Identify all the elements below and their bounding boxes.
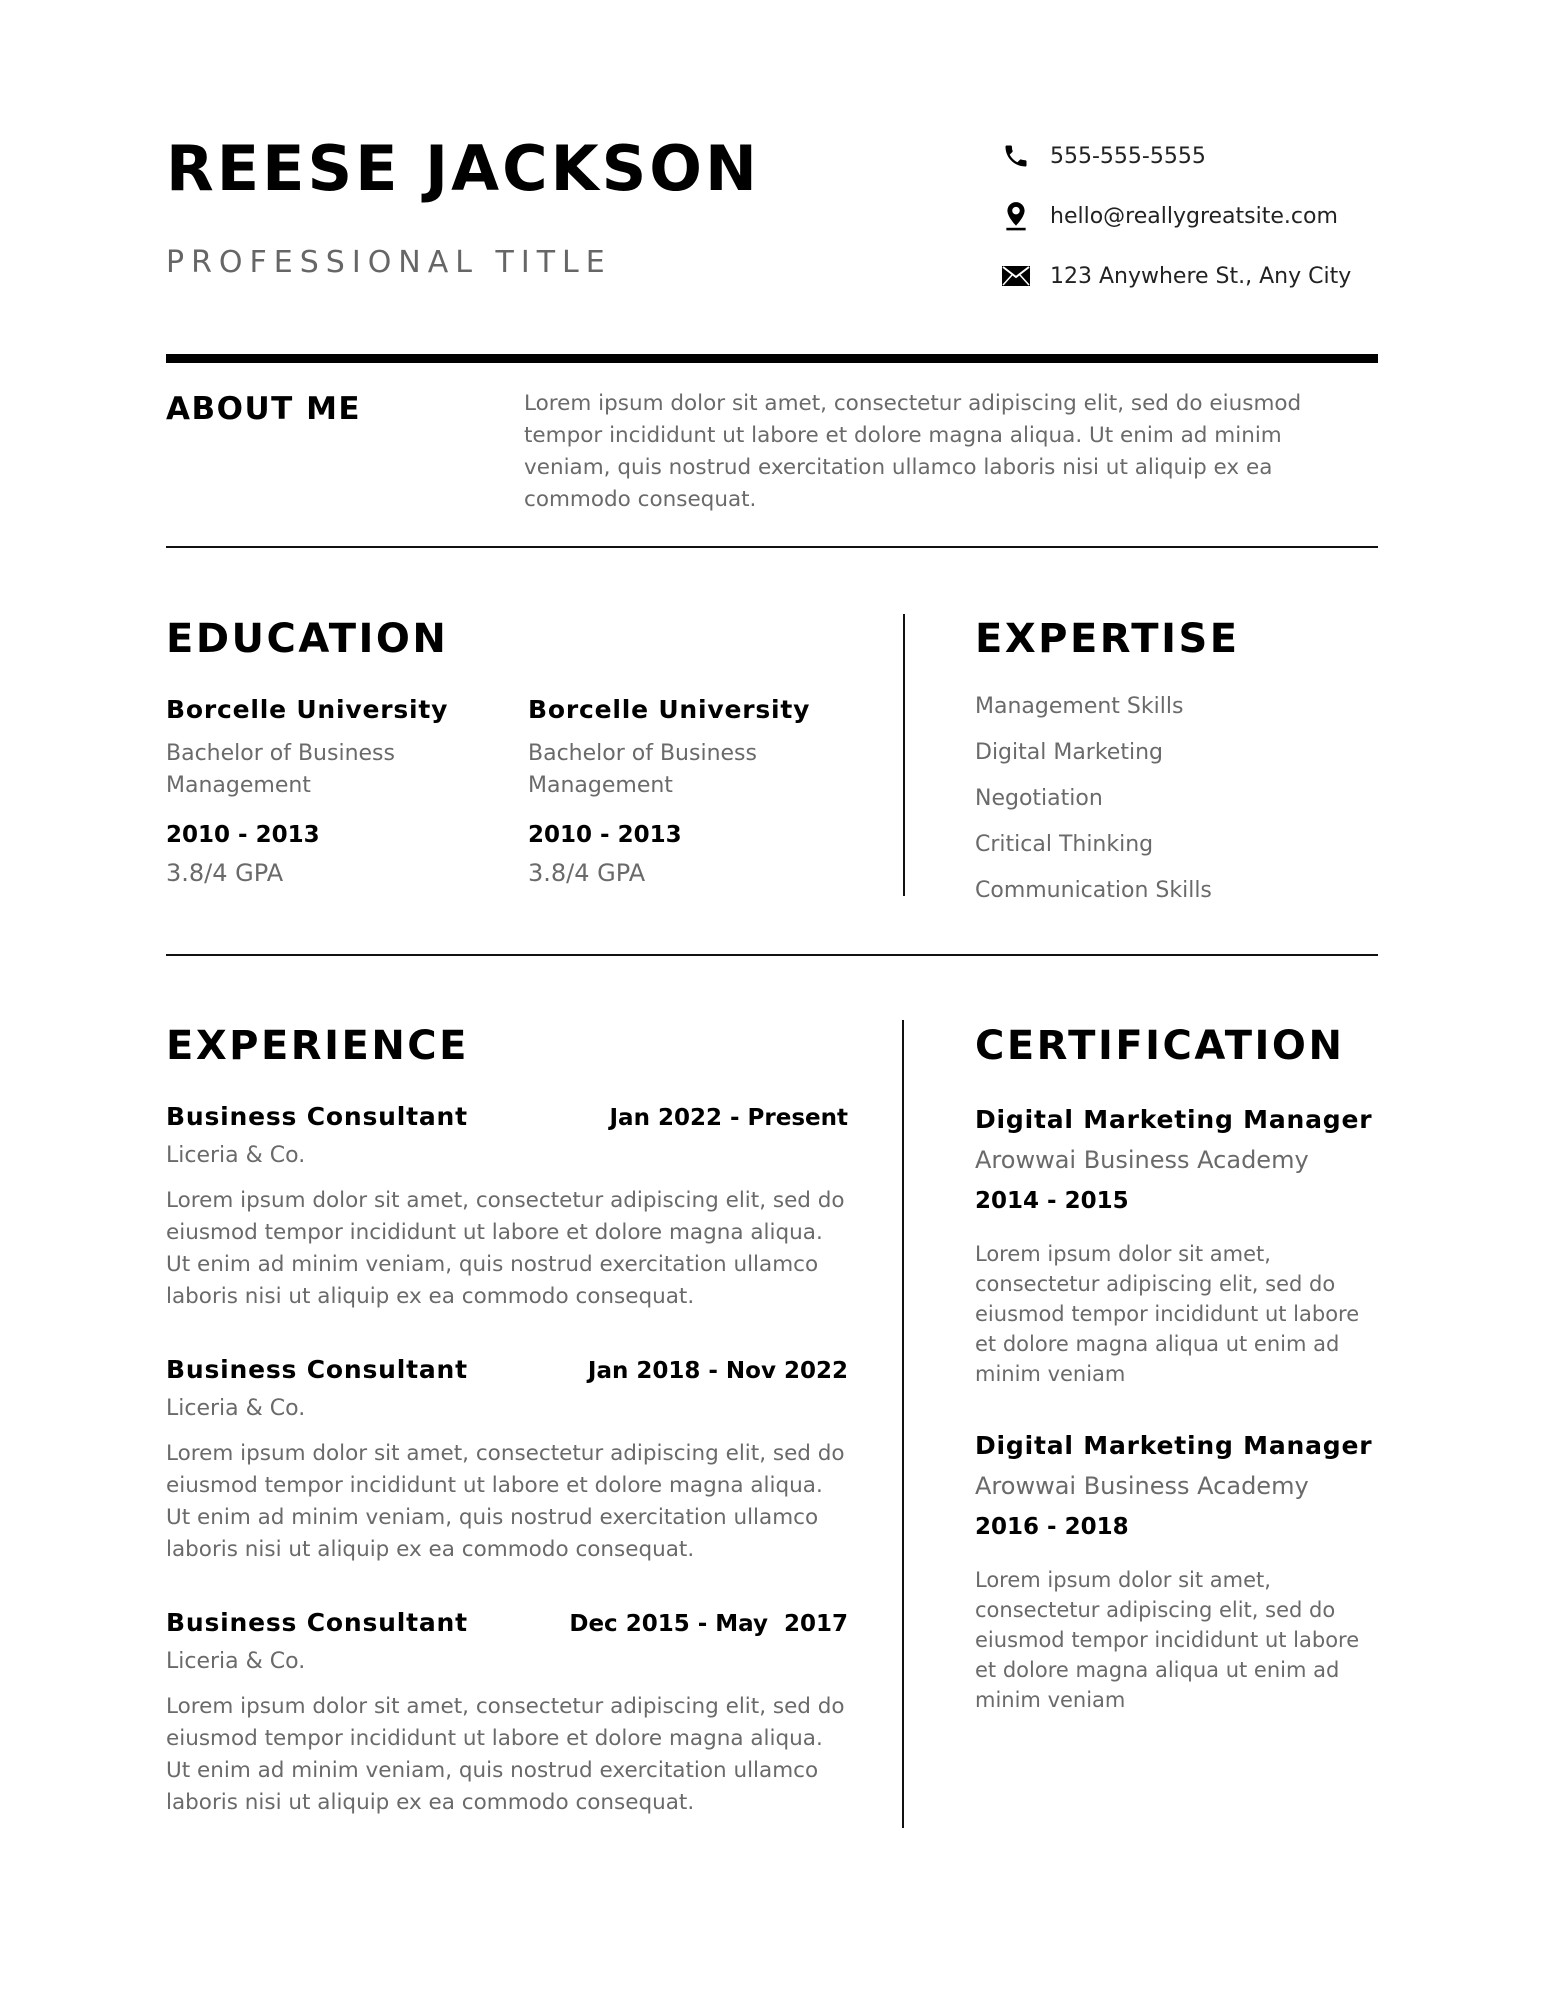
education-vertical-divider: [903, 614, 905, 896]
certification-entry: [975, 1107, 1375, 1389]
contact-address: [1000, 260, 1351, 292]
professional-title: PROFESSIONAL TITLE: [166, 245, 612, 280]
experience-entry: [166, 1608, 848, 1819]
job-description: Lorem ipsum dolor sit amet, consectetur adipiscing elit, sed do eiusmod tempor incididunt ut labore et dolore magna aliqua. Ut enim ad minim veniam, quis nostrud exercitation ullamco laboris nisi ut aliquip ex ea commodo consequat.: [166, 1441, 845, 1563]
experience-heading: EXPERIENCE: [166, 1023, 469, 1069]
job-company: Liceria & Co.: [166, 1396, 306, 1421]
education-school: Borcelle University: [528, 695, 811, 724]
contact-phone: [1000, 140, 1206, 172]
cert-organization: Arowwai Business Academy: [975, 1146, 1309, 1174]
phone-text: 555-555-5555: [1050, 143, 1206, 169]
education-heading: EDUCATION: [166, 616, 449, 662]
header-divider: [166, 354, 1378, 363]
job-date: Dec 2015 - May 2017: [569, 1611, 848, 1637]
skill-item: Digital Marketing: [975, 740, 1163, 765]
cert-years: 2016 - 2018: [975, 1514, 1129, 1540]
job-title: Business Consultant: [166, 1102, 468, 1131]
location-pin-icon: [1000, 200, 1032, 232]
skill-item: Communication Skills: [975, 878, 1212, 903]
job-company: Liceria & Co.: [166, 1649, 306, 1674]
about-text: Lorem ipsum dolor sit amet, consectetur adipiscing elit, sed do eiusmod tempor incididunt ut labore et dolore magna aliqua. Ut enim ad minim veniam, quis nostrud exercitation ullamco laboris nisi ut aliquip ex ea commodo consequat.: [524, 391, 1302, 512]
about-divider: [166, 546, 1378, 548]
education-school: Borcelle University: [166, 695, 449, 724]
phone-icon: [1000, 140, 1032, 172]
mid-divider: [166, 954, 1378, 956]
experience-entry: [166, 1355, 848, 1566]
envelope-icon: [1000, 260, 1032, 292]
cert-description: Lorem ipsum dolor sit amet, consectetur adipiscing elit, sed do eiusmod tempor incididunt ut labore et dolore magna aliqua ut enim ad minim veniam: [975, 1242, 1360, 1386]
education-gpa: 3.8/4 GPA: [528, 859, 646, 887]
job-date: Jan 2022 - Present: [609, 1105, 848, 1131]
expertise-heading: EXPERTISE: [975, 616, 1240, 662]
education-degree: Bachelor of Business Management: [166, 741, 395, 798]
job-company: Liceria & Co.: [166, 1143, 306, 1168]
education-entry: [166, 697, 496, 885]
education-years: 2010 - 2013: [166, 822, 320, 848]
job-description: Lorem ipsum dolor sit amet, consectetur adipiscing elit, sed do eiusmod tempor incididunt ut labore et dolore magna aliqua. Ut enim ad minim veniam, quis nostrud exercitation ullamco laboris nisi ut aliquip ex ea commodo consequat.: [166, 1694, 845, 1816]
resume-name: REESE JACKSON: [166, 132, 760, 205]
job-date: Jan 2018 - Nov 2022: [587, 1358, 848, 1384]
cert-description: Lorem ipsum dolor sit amet, consectetur adipiscing elit, sed do eiusmod tempor incididunt ut labore et dolore magna aliqua ut enim ad minim veniam: [975, 1568, 1360, 1712]
job-description: Lorem ipsum dolor sit amet, consectetur adipiscing elit, sed do eiusmod tempor incididunt ut labore et dolore magna aliqua. Ut enim ad minim veniam, quis nostrud exercitation ullamco laboris nisi ut aliquip ex ea commodo consequat.: [166, 1188, 845, 1310]
cert-organization: Arowwai Business Academy: [975, 1472, 1309, 1500]
job-title: Business Consultant: [166, 1608, 468, 1637]
cert-title: Digital Marketing Manager: [975, 1105, 1373, 1134]
cert-years: 2014 - 2015: [975, 1188, 1129, 1214]
education-degree: Bachelor of Business Management: [528, 741, 757, 798]
certification-entry: [975, 1433, 1375, 1715]
experience-entry: [166, 1102, 848, 1313]
skill-item: Critical Thinking: [975, 832, 1154, 857]
education-entry: [528, 697, 858, 885]
education-gpa: 3.8/4 GPA: [166, 859, 284, 887]
contact-email: [1000, 200, 1338, 232]
skill-item: Management Skills: [975, 694, 1184, 719]
cert-title: Digital Marketing Manager: [975, 1431, 1373, 1460]
job-title: Business Consultant: [166, 1355, 468, 1384]
skill-item: Negotiation: [975, 786, 1103, 811]
expertise-list: [975, 692, 1212, 922]
education-years: 2010 - 2013: [528, 822, 682, 848]
experience-vertical-divider: [902, 1020, 904, 1828]
certification-heading: CERTIFICATION: [975, 1023, 1345, 1069]
address-text: 123 Anywhere St., Any City: [1050, 263, 1352, 289]
about-heading: ABOUT ME: [166, 391, 362, 427]
email-text: hello@reallygreatsite.com: [1050, 203, 1338, 229]
